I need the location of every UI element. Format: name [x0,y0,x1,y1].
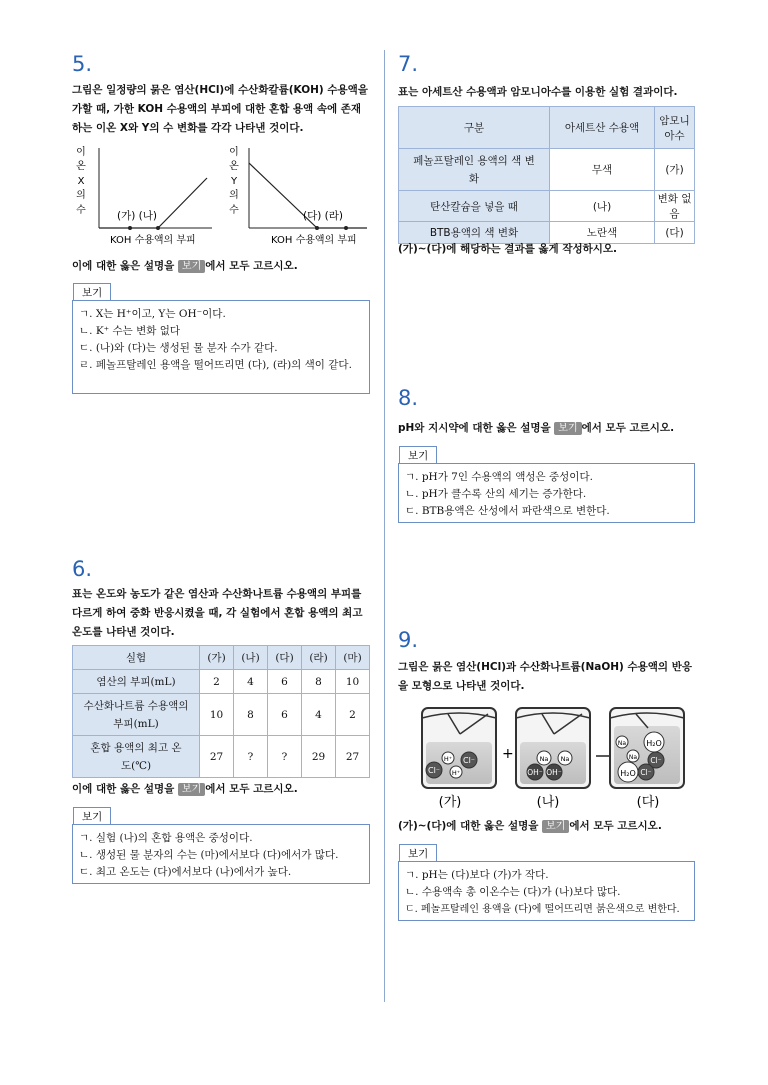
q6-row2-label: 수산화나트륨 수용액의 부피(mL) [73,694,200,736]
q5-g1-point-labels: (가) (나) [117,210,158,222]
q5-g2-point-labels: (다) (라) [303,210,344,222]
svg-text:Na: Na [560,755,570,763]
q5-g1-point-na [156,226,160,230]
q9-item-1: ㄱ. pH는 (다)보다 (가)가 작다. [405,869,549,881]
q5-g1-rising-line [158,178,207,228]
q6-cell: 27 [336,736,370,778]
q5-g1-ylabel-2: X [77,176,85,187]
q6-cell: 2 [200,670,234,694]
svg-text:Cl⁻: Cl⁻ [640,768,652,777]
svg-text:OH⁻: OH⁻ [527,768,543,777]
q8-bogi-badge: 보기 [554,422,581,435]
q5-bogi-badge: 보기 [178,260,205,273]
q5-item-3: ㄷ. (나)와 (다)는 생성된 물 분자 수가 같다. [79,342,278,354]
q6-cell: 8 [302,670,336,694]
beaker-label-ga: (가) [438,795,462,810]
q5-g2-ylabel-0: 이 [229,147,239,158]
q7-cell: 노란색 [550,222,655,244]
q9-bogi-tab: 보기 [399,844,437,862]
q7-row1-label: 페놀프탈레인 용액의 색 변화 [399,149,550,191]
q5-bogi-box [72,300,370,394]
q6-text: 표는 온도와 농도가 같은 염산과 수산화나트륨 수용액의 부피를 다르게 하여 중화 반응시켰을 때, 각 실험에서 혼합 용액의 최고 온도를 나타낸 것이다. [72,588,363,638]
q6-th-2: (나) [234,646,268,670]
q6-table [72,645,370,778]
q5-g1-point-ga [128,226,132,230]
q5-g1-ylabel-4: 수 [76,205,86,216]
svg-text:Cl⁻: Cl⁻ [427,766,441,775]
beaker-da [610,708,684,788]
q9-beaker-diagram [398,700,698,812]
q5-g2-xlabel: KOH 수용액의 부피 [271,235,357,246]
q7-cell: (가) [655,149,695,191]
q5-g1-ylabel-3: 의 [76,190,86,201]
q6-th-1: (가) [200,646,234,670]
q9-item-3: ㄷ. 페놀프탈레인 용액을 (다)에 떨어뜨리면 붉은색으로 변한다. [405,904,680,915]
q6-cell: ? [268,736,302,778]
q6-th-3: (다) [268,646,302,670]
svg-text:H⁺: H⁺ [443,755,453,763]
q7-th-1: 아세트산 수용액 [550,107,655,149]
q5-g2-ylabel-1: 온 [229,161,239,172]
q6-th-5: (마) [336,646,370,670]
column-divider [384,50,385,1002]
q5-g1-ylabel-0: 이 [76,147,86,158]
q7-number: 7. [398,52,419,76]
svg-text:Cl⁻: Cl⁻ [650,756,662,765]
q7-prompt: (가)~(다)에 해당하는 결과를 옳게 작성하시오. [398,243,618,255]
q7-th-2: 암모니아수 [655,107,695,149]
q6-cell: 4 [302,694,336,736]
q7-th-0: 구분 [399,107,550,149]
q9-text: 그림은 묽은 염산(HCl)과 수산화나트륨(NaOH) 수용액의 반응을 모형으로 나타낸 것이다. [398,661,693,692]
q7-cell: 변화 없음 [655,191,695,222]
svg-text:H₂O: H₂O [646,739,662,748]
svg-text:Na: Na [539,755,549,763]
q5-graph-x [72,143,222,248]
q6-cell: 10 [200,694,234,736]
q7-cell: (나) [550,191,655,222]
q6-cell: ? [234,736,268,778]
q5-g2-ylabel-2: Y [230,176,238,187]
q6-cell: 6 [268,670,302,694]
q9-plus: + [502,746,514,762]
q6-cell: 2 [336,694,370,736]
svg-text:H⁺: H⁺ [451,769,461,777]
q7-cell: 무색 [550,149,655,191]
q6-row1-label: 염산의 부피(mL) [73,670,200,694]
q5-bogi-tab: 보기 [73,283,111,301]
q8-number: 8. [398,386,419,410]
q6-bogi-box [72,824,370,884]
q6-cell: 29 [302,736,336,778]
q5-g2-ylabel-3: 의 [229,190,239,201]
q8-bogi-box [398,463,695,523]
q7-row3-label: BTB용액의 색 변화 [399,222,550,244]
svg-text:OH⁻: OH⁻ [546,768,562,777]
q7-row2-label: 탄산칼슘을 넣을 때 [399,191,550,222]
q9-number: 9. [398,628,419,652]
q6-prompt: 이에 대한 옳은 설명을 보기 에서 모두 고르시오. [72,783,298,795]
q5-g1-ylabel-1: 온 [76,161,86,172]
q5-number: 5. [72,52,93,76]
q7-text: 표는 아세트산 수용액과 암모니아수를 이용한 실험 결과이다. [398,86,678,98]
q5-g2-point-ra [344,226,348,230]
svg-text:Na: Na [628,754,638,761]
q5-item-2: ㄴ. K⁺ 수는 변화 없다 [79,325,181,337]
q6-cell: 4 [234,670,268,694]
q8-item-2: ㄴ. pH가 클수록 산의 세기는 증가한다. [405,488,587,500]
q5-g2-ylabel-4: 수 [229,205,239,216]
svg-text:H₂O: H₂O [620,769,636,778]
q9-prompt: (가)~(다)에 대한 옳은 설명을 보기 에서 모두 고르시오. [398,820,662,832]
q8-prompt: pH와 지시약에 대한 옳은 설명을 보기 에서 모두 고르시오. [398,422,675,434]
q8-bogi-tab: 보기 [399,446,437,464]
svg-text:Na: Na [617,740,627,747]
beaker-label-da: (다) [636,795,660,810]
q5-prompt: 이에 대한 옳은 설명을 보기 에서 모두 고르시오. [72,260,298,272]
q6-number: 6. [72,557,93,581]
q6-cell: 27 [200,736,234,778]
beaker-label-na: (나) [536,795,560,810]
q6-cell: 10 [336,670,370,694]
q6-row3-label: 혼합 용액의 최고 온도(℃) [73,736,200,778]
q8-item-1: ㄱ. pH가 7인 수용액의 액성은 중성이다. [405,471,593,483]
q5-item-4: ㄹ. 페놀프탈레인 용액을 떨어뜨리면 (다), (라)의 색이 같다. [79,359,352,371]
q5-g1-xlabel: KOH 수용액의 부피 [110,235,196,246]
q7-cell: (다) [655,222,695,244]
q5-graph-y [225,143,373,248]
q6-th-0: 실험 [73,646,200,670]
q8-item-3: ㄷ. BTB용액은 산성에서 파란색으로 변한다. [405,505,610,517]
q6-item-2: ㄴ. 생성된 물 분자의 수는 (마)에서보다 (다)에서가 많다. [79,849,339,861]
q5-text: 그림은 일정량의 묽은 염산(HCl)에 수산화칼륨(KOH) 수용액을 가할 때, 가한 KOH 수용액의 부피에 대한 혼합 용액 속에 존재하는 이온 X와 Y의 수 변화를 각각 나타낸 것이다. [72,84,368,134]
q6-item-1: ㄱ. 실험 (나)의 혼합 용액은 중성이다. [79,832,253,844]
q6-bogi-tab: 보기 [73,807,111,825]
svg-text:Cl⁻: Cl⁻ [462,756,476,765]
q6-item-3: ㄷ. 최고 온도는 (다)에서보다 (나)에서가 높다. [79,866,292,878]
q9-bogi-box [398,861,695,921]
q6-cell: 8 [234,694,268,736]
beaker-ga [422,708,496,788]
beaker-na [516,708,590,788]
q5-item-1: ㄱ. X는 H⁺이고, Y는 OH⁻이다. [79,308,226,320]
q9-bogi-badge: 보기 [542,820,569,833]
q6-th-4: (라) [302,646,336,670]
q9-item-2: ㄴ. 수용액속 총 이온수는 (다)가 (나)보다 많다. [405,886,621,898]
q6-bogi-badge: 보기 [178,783,205,796]
q5-g2-point-da [315,226,319,230]
q7-table [398,106,695,244]
q6-cell: 6 [268,694,302,736]
